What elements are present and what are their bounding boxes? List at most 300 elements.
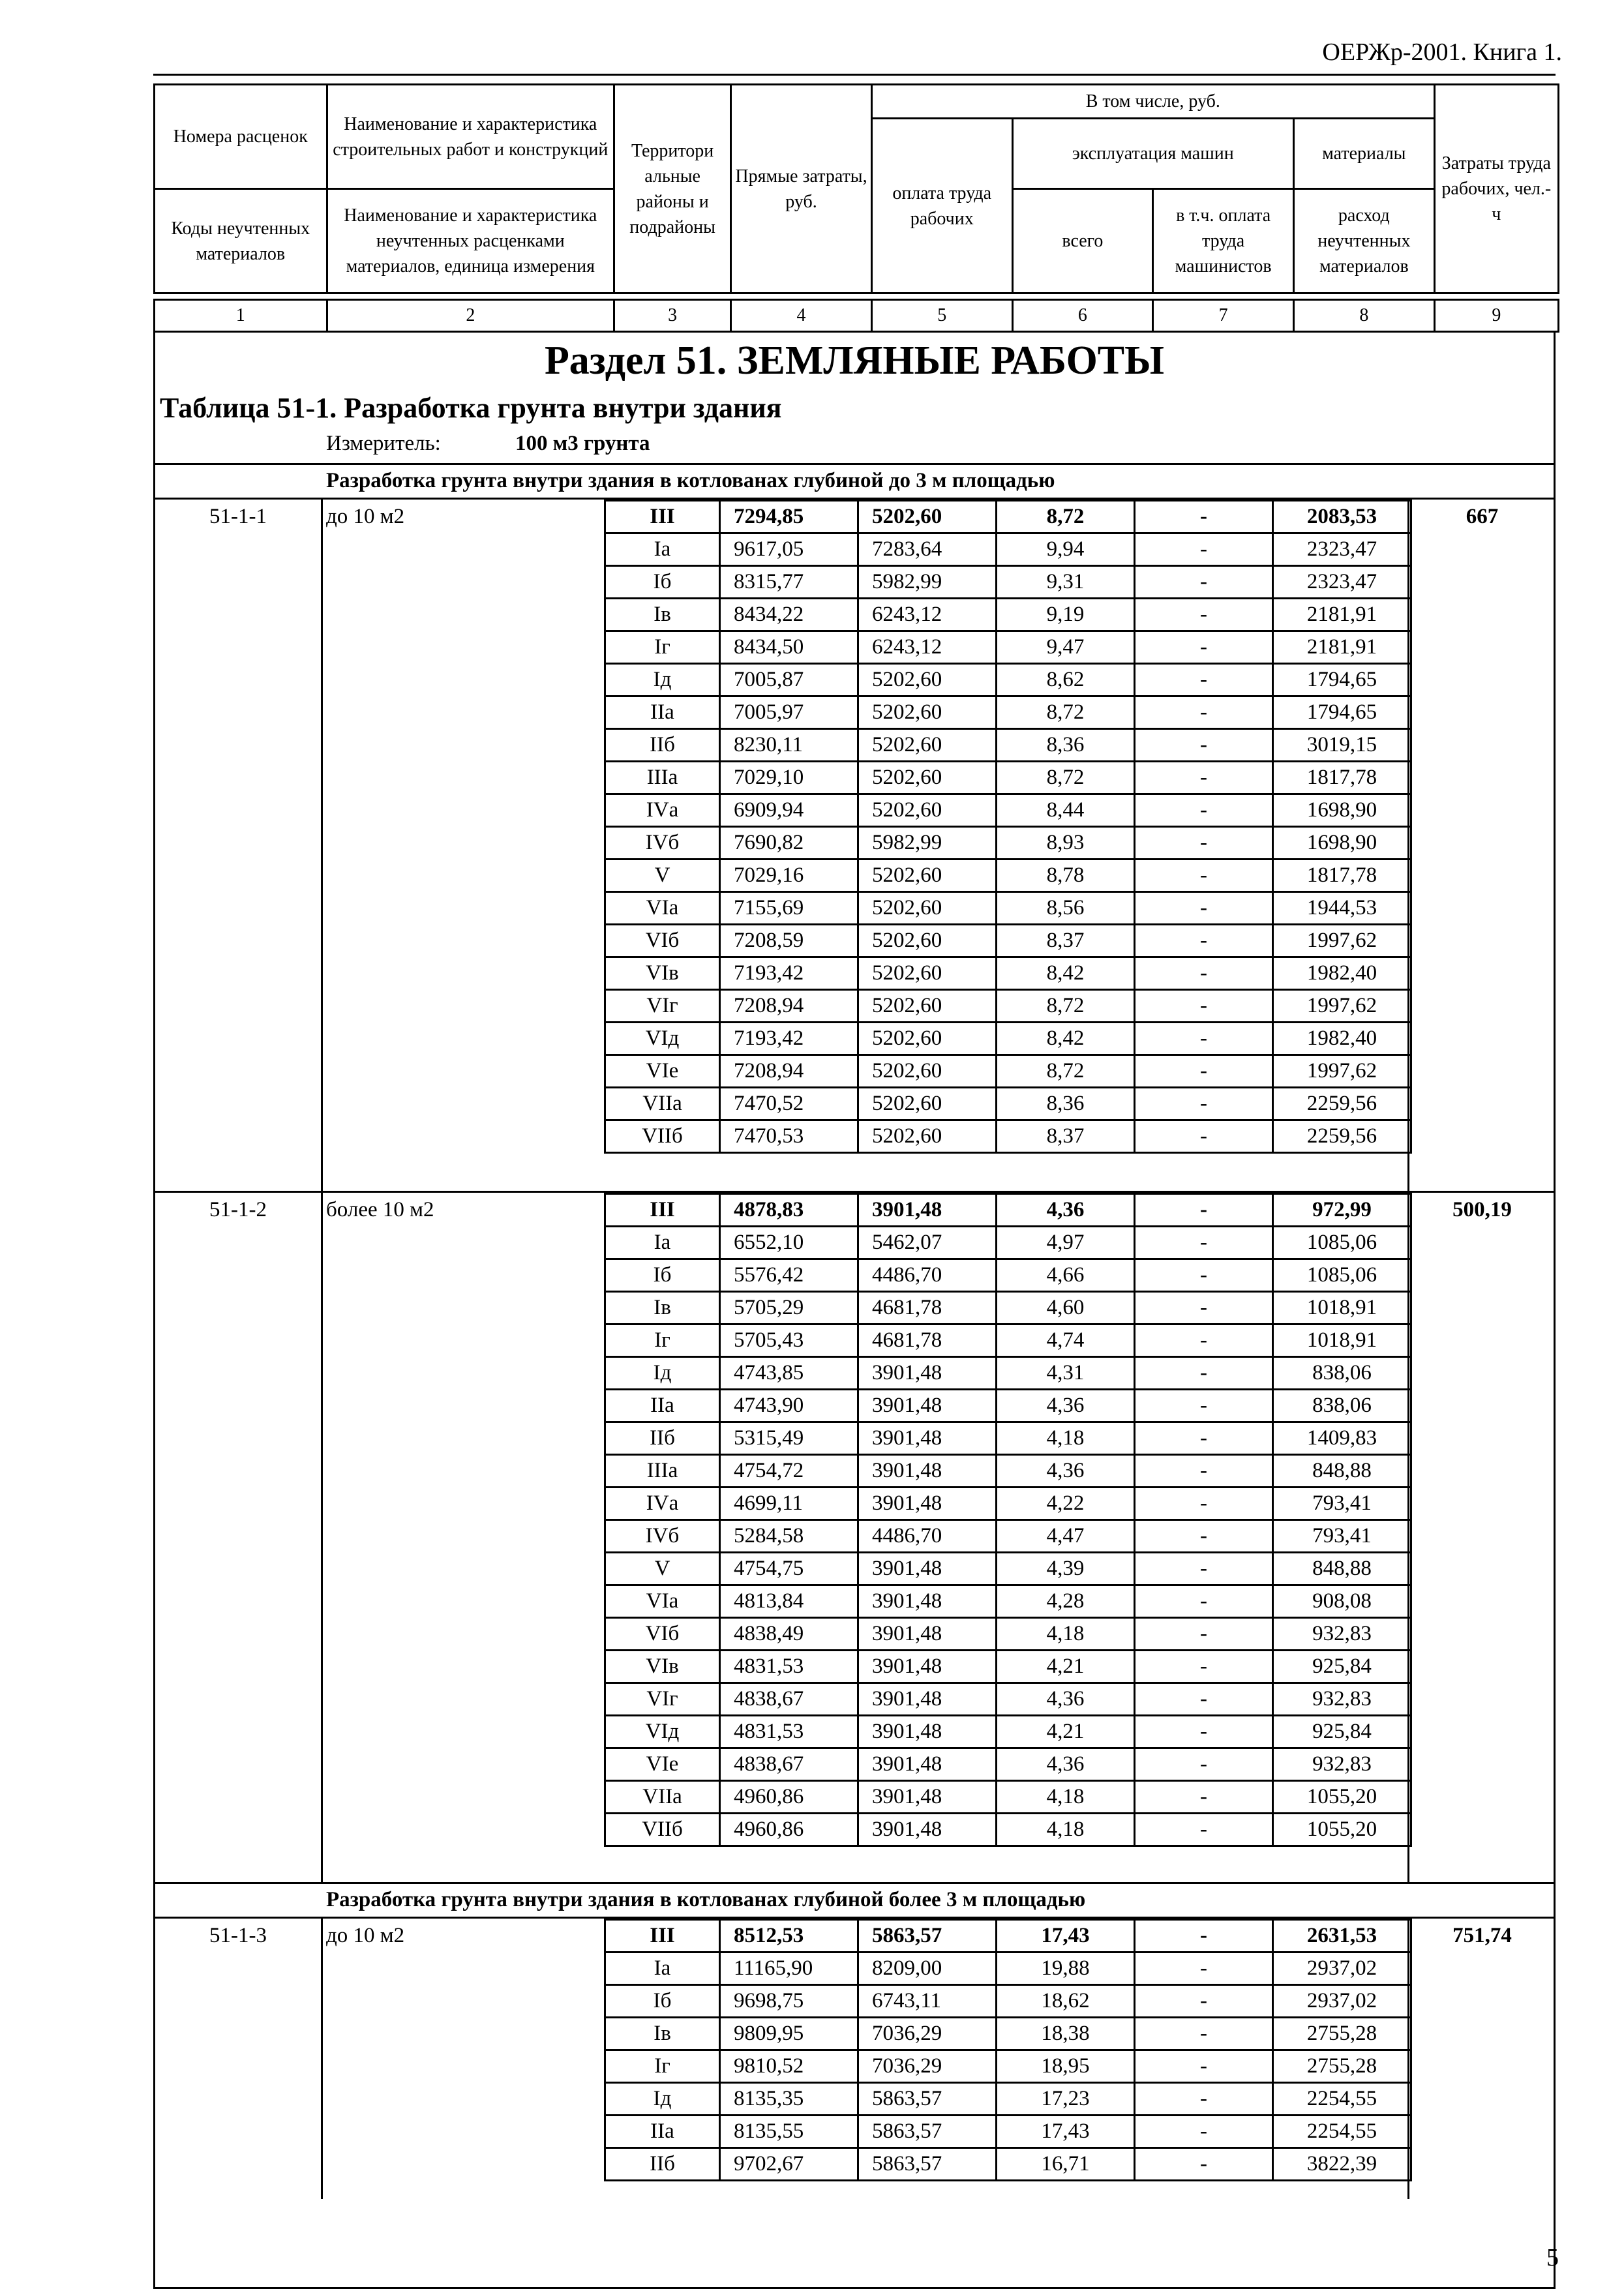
direct-cost-cell: 5284,58 [720,1520,858,1553]
territory-cell: VIе [605,1055,720,1088]
territory-cell: Iа [605,1952,720,1985]
wages-cell: 3901,48 [858,1194,997,1227]
wages-cell: 4486,70 [858,1259,997,1292]
table-row [605,696,1411,729]
direct-cost-cell: 7470,53 [720,1120,858,1153]
direct-cost-cell: 7193,42 [720,1023,858,1055]
territory-cell: IIа [605,696,720,729]
machinists-cell: - [1135,1292,1273,1324]
machines-cell: 4,74 [997,1324,1135,1357]
table-row [605,1520,1411,1553]
materials-cell: 2755,28 [1273,2018,1411,2050]
materials-cell: 2181,91 [1273,631,1411,664]
direct-cost-cell: 8135,35 [720,2083,858,2116]
direct-cost-cell: 9810,52 [720,2050,858,2083]
materials-cell: 793,41 [1273,1488,1411,1520]
materials-cell: 1018,91 [1273,1324,1411,1357]
price-rows [604,1193,1412,1847]
territory-cell: IVа [605,794,720,827]
wages-cell: 6243,12 [858,599,997,631]
direct-cost-cell: 9809,95 [720,2018,858,2050]
machines-cell: 8,56 [997,892,1135,925]
wages-cell: 5202,60 [858,729,997,762]
table-row [605,1683,1411,1716]
direct-cost-cell: 8434,50 [720,631,858,664]
machinists-cell: - [1135,2018,1273,2050]
territory-cell: VIIб [605,1814,720,1846]
territory-cell: VIб [605,1618,720,1651]
machines-cell: 8,72 [997,1055,1135,1088]
machines-cell: 17,23 [997,2083,1135,2116]
materials-cell: 932,83 [1273,1748,1411,1781]
unit-label: Измеритель: [326,432,441,455]
materials-cell: 925,84 [1273,1716,1411,1748]
col-header-wages: оплата труда рабочих [871,119,1012,293]
machinists-cell: - [1135,1553,1273,1585]
wages-cell: 5202,60 [858,990,997,1023]
territory-cell: VIIа [605,1781,720,1814]
table-row [605,2018,1411,2050]
territory-cell: IIа [605,1390,720,1422]
territory-cell: IIб [605,1422,720,1455]
col-header-work-name: Наименование и характеристика строительных работ и конструкций [327,85,614,189]
machines-cell: 4,47 [997,1520,1135,1553]
territory-cell: VIд [605,1023,720,1055]
wages-cell: 6243,12 [858,631,997,664]
wages-cell: 5863,57 [858,2116,997,2148]
territory-cell: IIб [605,2148,720,2181]
machinists-cell: - [1135,794,1273,827]
machines-cell: 4,36 [997,1390,1135,1422]
territory-cell: Iв [605,2018,720,2050]
column-divider [321,1919,323,2199]
table-row [605,1814,1411,1846]
wages-cell: 3901,48 [858,1390,997,1422]
machinists-cell: - [1135,1357,1273,1390]
table-row [605,860,1411,892]
subsection-heading-text: Разработка грунта внутри здания в котлованах глубиной до 3 м площадью [326,469,1055,492]
materials-cell: 1085,06 [1273,1259,1411,1292]
wages-cell: 7036,29 [858,2018,997,2050]
direct-cost-cell: 6552,10 [720,1227,858,1259]
materials-cell: 1698,90 [1273,794,1411,827]
table-row [605,1422,1411,1455]
table-row [605,957,1411,990]
machines-cell: 4,97 [997,1227,1135,1259]
machines-cell: 4,66 [997,1259,1135,1292]
machines-cell: 8,42 [997,1023,1135,1055]
table-row [605,664,1411,696]
machinists-cell: - [1135,892,1273,925]
machines-cell: 8,62 [997,664,1135,696]
page-number: 5 [1546,2244,1559,2271]
machines-cell: 8,78 [997,860,1135,892]
wages-cell: 5202,60 [858,892,997,925]
column-number: 5 [871,300,1012,332]
col-header-including: В том числе, руб. [871,85,1434,119]
table-row [605,1194,1411,1227]
machinists-cell: - [1135,631,1273,664]
wages-cell: 5202,60 [858,1088,997,1120]
wages-cell: 5863,57 [858,2083,997,2116]
materials-cell: 2254,55 [1273,2083,1411,2116]
wages-cell: 5202,60 [858,925,997,957]
machines-cell: 18,95 [997,2050,1135,2083]
section-title: Раздел 51. ЗЕМЛЯНЫЕ РАБОТЫ [544,338,1165,383]
materials-cell: 2755,28 [1273,2050,1411,2083]
territory-cell: IIб [605,729,720,762]
materials-cell: 1085,06 [1273,1227,1411,1259]
direct-cost-cell: 6909,94 [720,794,858,827]
document-header-title: ОЕРЖр-2001. Книга 1. [1322,38,1562,66]
machines-cell: 4,18 [997,1618,1135,1651]
table-header [153,83,1559,294]
column-number: 3 [614,300,731,332]
territory-cell: Iд [605,1357,720,1390]
direct-cost-cell: 7029,10 [720,762,858,794]
machines-cell: 16,71 [997,2148,1135,2181]
machines-cell: 8,72 [997,762,1135,794]
machinists-cell: - [1135,664,1273,696]
direct-cost-cell: 4878,83 [720,1194,858,1227]
table-row [605,566,1411,599]
materials-cell: 2323,47 [1273,533,1411,566]
table-row [605,501,1411,533]
table-row [605,1324,1411,1357]
machines-cell: 4,36 [997,1683,1135,1716]
wages-cell: 3901,48 [858,1618,997,1651]
machinists-cell: - [1135,1055,1273,1088]
wages-cell: 5982,99 [858,566,997,599]
territory-cell: Iг [605,2050,720,2083]
table-row [605,1390,1411,1422]
direct-cost-cell: 7155,69 [720,892,858,925]
territory-cell: IVб [605,827,720,860]
territory-cell: Iв [605,599,720,631]
direct-cost-cell: 4838,49 [720,1618,858,1651]
direct-cost-cell: 4743,90 [720,1390,858,1422]
materials-cell: 848,88 [1273,1455,1411,1488]
wages-cell: 5202,60 [858,762,997,794]
price-rows [604,500,1412,1154]
wages-cell: 5202,60 [858,696,997,729]
territory-cell: VIе [605,1748,720,1781]
column-number: 7 [1153,300,1294,332]
machinists-cell: - [1135,1259,1273,1292]
direct-cost-cell: 8230,11 [720,729,858,762]
direct-cost-cell: 7005,97 [720,696,858,729]
machinists-cell: - [1135,1985,1273,2018]
machinists-cell: - [1135,2050,1273,2083]
materials-cell: 838,06 [1273,1357,1411,1390]
table-row [605,1088,1411,1120]
machinists-cell: - [1135,1716,1273,1748]
machines-cell: 17,43 [997,2116,1135,2148]
materials-cell: 932,83 [1273,1618,1411,1651]
territory-cell: III [605,501,720,533]
machines-cell: 4,21 [997,1651,1135,1683]
direct-cost-cell: 4838,67 [720,1683,858,1716]
machinists-cell: - [1135,925,1273,957]
machinists-cell: - [1135,990,1273,1023]
table-row [605,1748,1411,1781]
table-row [605,2083,1411,2116]
materials-cell: 1944,53 [1273,892,1411,925]
table-title: Таблица 51-1. Разработка грунта внутри здания [160,392,782,424]
column-number: 9 [1434,300,1558,332]
machinists-cell: - [1135,1651,1273,1683]
machinists-cell: - [1135,1683,1273,1716]
direct-cost-cell: 9698,75 [720,1985,858,2018]
direct-cost-cell: 4754,72 [720,1455,858,1488]
column-divider [321,500,323,1884]
materials-cell: 2259,56 [1273,1088,1411,1120]
wages-cell: 4681,78 [858,1324,997,1357]
table-row [605,1055,1411,1088]
column-number: 1 [155,300,327,332]
machines-cell: 17,43 [997,1920,1135,1952]
machines-cell: 4,18 [997,1781,1135,1814]
table-row [605,1553,1411,1585]
machinists-cell: - [1135,1748,1273,1781]
machines-cell: 4,60 [997,1292,1135,1324]
column-number: 4 [731,300,872,332]
machines-cell: 4,36 [997,1194,1135,1227]
machines-cell: 4,28 [997,1585,1135,1618]
machines-cell: 8,93 [997,827,1135,860]
territory-cell: VIв [605,1651,720,1683]
table-row [605,1455,1411,1488]
materials-cell: 1055,20 [1273,1781,1411,1814]
direct-cost-cell: 5705,43 [720,1324,858,1357]
col-header-machines: эксплуатация машин [1012,119,1293,189]
direct-cost-cell: 7193,42 [720,957,858,990]
wages-cell: 5202,60 [858,860,997,892]
machines-cell: 8,42 [997,957,1135,990]
direct-cost-cell: 4699,11 [720,1488,858,1520]
materials-cell: 3822,39 [1273,2148,1411,2181]
wages-cell: 3901,48 [858,1781,997,1814]
table-row [605,599,1411,631]
rate-code: 51-1-2 [209,1198,267,1221]
machines-cell: 9,31 [997,566,1135,599]
territory-cell: Iб [605,1985,720,2018]
territory-cell: VIIа [605,1088,720,1120]
materials-cell: 1817,78 [1273,762,1411,794]
machines-cell: 8,72 [997,501,1135,533]
table-row [605,1259,1411,1292]
direct-cost-cell: 4831,53 [720,1716,858,1748]
col-header-territory: Территори альные районы и подрайоны [614,85,731,293]
rate-name: до 10 м2 [326,1924,405,1947]
territory-cell: III [605,1194,720,1227]
table-row [605,2116,1411,2148]
machines-cell: 8,36 [997,1088,1135,1120]
col-header-rate-number: Номера расценок [155,85,327,189]
direct-cost-cell: 8135,55 [720,2116,858,2148]
subsection-heading [153,465,1556,500]
territory-cell: VIIб [605,1120,720,1153]
wages-cell: 8209,00 [858,1952,997,1985]
territory-cell: Iг [605,1324,720,1357]
direct-cost-cell: 5315,49 [720,1422,858,1455]
machinists-cell: - [1135,1324,1273,1357]
territory-cell: VIа [605,892,720,925]
machinists-cell: - [1135,1781,1273,1814]
rate-name: до 10 м2 [326,505,405,528]
materials-cell: 1982,40 [1273,1023,1411,1055]
materials-cell: 908,08 [1273,1585,1411,1618]
territory-cell: Iб [605,1259,720,1292]
direct-cost-cell: 7029,16 [720,860,858,892]
wages-cell: 5462,07 [858,1227,997,1259]
machines-cell: 9,19 [997,599,1135,631]
wages-cell: 6743,11 [858,1985,997,2018]
rate-name: более 10 м2 [326,1198,434,1221]
territory-cell: VIг [605,1683,720,1716]
wages-cell: 3901,48 [858,1716,997,1748]
table-row [605,1357,1411,1390]
materials-cell: 1997,62 [1273,1055,1411,1088]
materials-cell: 1997,62 [1273,925,1411,957]
territory-cell: VIд [605,1716,720,1748]
col-header-machinists-wages: в т.ч. оплата труда машинистов [1153,189,1294,293]
wages-cell: 5202,60 [858,1023,997,1055]
direct-cost-cell: 4960,86 [720,1814,858,1846]
rate-code: 51-1-3 [209,1924,267,1947]
materials-cell: 1794,65 [1273,664,1411,696]
materials-cell: 2259,56 [1273,1120,1411,1153]
machines-cell: 8,37 [997,925,1135,957]
wages-cell: 5863,57 [858,1920,997,1952]
territory-cell: IVа [605,1488,720,1520]
materials-cell: 1409,83 [1273,1422,1411,1455]
direct-cost-cell: 5576,42 [720,1259,858,1292]
direct-cost-cell: 11165,90 [720,1952,858,1985]
machines-cell: 9,94 [997,533,1135,566]
direct-cost-cell: 4813,84 [720,1585,858,1618]
price-rows [604,1919,1412,2181]
rate-code: 51-1-1 [209,505,267,528]
machines-cell: 4,39 [997,1553,1135,1585]
table-row [605,1488,1411,1520]
machinists-cell: - [1135,762,1273,794]
materials-cell: 848,88 [1273,1553,1411,1585]
wages-cell: 4681,78 [858,1292,997,1324]
territory-cell: IVб [605,1520,720,1553]
table-row [605,631,1411,664]
machinists-cell: - [1135,2083,1273,2116]
materials-cell: 1698,90 [1273,827,1411,860]
machines-cell: 4,22 [997,1488,1135,1520]
table-row [605,1618,1411,1651]
direct-cost-cell: 4838,67 [720,1748,858,1781]
materials-cell: 1055,20 [1273,1814,1411,1846]
territory-cell: IIа [605,2116,720,2148]
machinists-cell: - [1135,599,1273,631]
table-row [605,1023,1411,1055]
machinists-cell: - [1135,2148,1273,2181]
territory-cell: VIв [605,957,720,990]
wages-cell: 5202,60 [858,1055,997,1088]
wages-cell: 3901,48 [858,1553,997,1585]
table-row [605,1292,1411,1324]
direct-cost-cell: 4754,75 [720,1553,858,1585]
materials-cell: 932,83 [1273,1683,1411,1716]
machinists-cell: - [1135,533,1273,566]
direct-cost-cell: 7208,94 [720,990,858,1023]
territory-cell: VIа [605,1585,720,1618]
col-header-material-codes: Коды неучтенных материалов [155,189,327,293]
machines-cell: 8,72 [997,990,1135,1023]
machines-cell: 4,18 [997,1422,1135,1455]
table-row [605,1920,1411,1952]
table-row [605,990,1411,1023]
machinists-cell: - [1135,1227,1273,1259]
machinists-cell: - [1135,1814,1273,1846]
machinists-cell: - [1135,696,1273,729]
territory-cell: Iа [605,1227,720,1259]
machines-cell: 4,36 [997,1748,1135,1781]
wages-cell: 7283,64 [858,533,997,566]
direct-cost-cell: 7470,52 [720,1088,858,1120]
machinists-cell: - [1135,1920,1273,1952]
materials-cell: 925,84 [1273,1651,1411,1683]
subsection-heading [153,1884,1556,1919]
col-header-labor: Затраты труда рабочих, чел.-ч [1434,85,1558,293]
materials-cell: 972,99 [1273,1194,1411,1227]
machines-cell: 4,36 [997,1455,1135,1488]
wages-cell: 3901,48 [858,1814,997,1846]
machinists-cell: - [1135,1023,1273,1055]
machinists-cell: - [1135,860,1273,892]
col-header-materials: материалы [1293,119,1434,189]
rate-labor: 751,74 [1452,1924,1512,1947]
direct-cost-cell: 7208,94 [720,1055,858,1088]
wages-cell: 3901,48 [858,1455,997,1488]
col-header-material-name: Наименование и характеристика неучтенных расценками материалов, единица измерения [327,189,614,293]
machinists-cell: - [1135,2116,1273,2148]
materials-cell: 1997,62 [1273,990,1411,1023]
table-row [605,1120,1411,1153]
territory-cell: VIб [605,925,720,957]
wages-cell: 3901,48 [858,1585,997,1618]
wages-cell: 3901,48 [858,1651,997,1683]
machinists-cell: - [1135,729,1273,762]
wages-cell: 5982,99 [858,827,997,860]
direct-cost-cell: 8315,77 [720,566,858,599]
territory-cell: IIIа [605,1455,720,1488]
territory-cell: Iб [605,566,720,599]
col-header-machines-total: всего [1012,189,1153,293]
direct-cost-cell: 8434,22 [720,599,858,631]
rate-labor: 667 [1466,505,1499,528]
table-row [605,827,1411,860]
table-row [605,1985,1411,2018]
materials-cell: 3019,15 [1273,729,1411,762]
materials-cell: 2181,91 [1273,599,1411,631]
territory-cell: Iа [605,533,720,566]
wages-cell: 3901,48 [858,1488,997,1520]
machinists-cell: - [1135,1952,1273,1985]
machines-cell: 8,44 [997,794,1135,827]
territory-cell: IIIа [605,762,720,794]
machines-cell: 8,72 [997,696,1135,729]
materials-cell: 838,06 [1273,1390,1411,1422]
territory-cell: III [605,1920,720,1952]
machines-cell: 4,18 [997,1814,1135,1846]
wages-cell: 5863,57 [858,2148,997,2181]
